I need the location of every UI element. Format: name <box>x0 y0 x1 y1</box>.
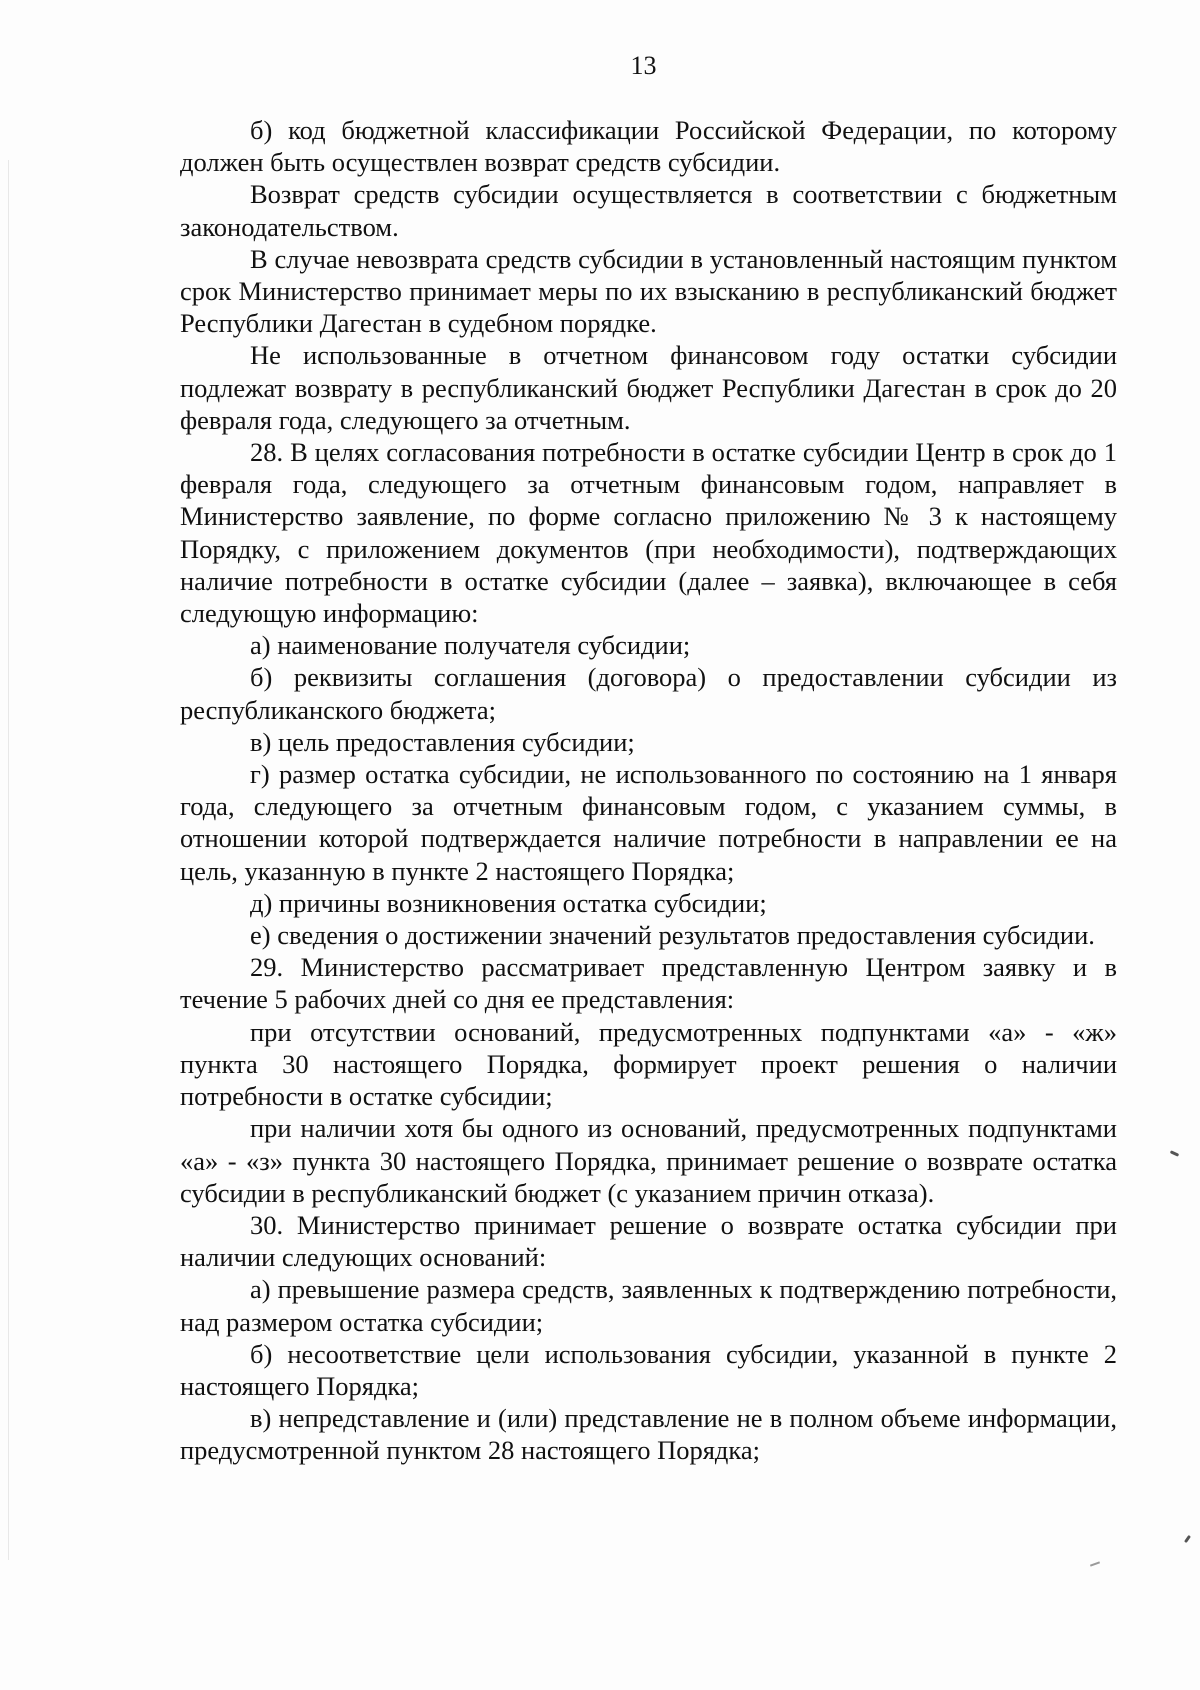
paragraph-item-29-grounds-present: при наличии хотя бы одного из оснований, предусмотренных подпунктами «а» - «з» пункта 30 настоящего Порядка, принимает решение о возврате остатка субсидии в республиканский бюджет (с указанием причин отказа). <box>180 1113 1117 1208</box>
scan-artifact-speck <box>1090 1561 1100 1566</box>
scan-artifact-mark <box>1170 1150 1179 1157</box>
subitem-28-e: е) сведения о достижении значений результатов предоставления субсидии. <box>250 920 1095 951</box>
subitem-28-v: в) цель предоставления субсидии; <box>250 726 635 757</box>
subitem-28-g: г) размер остатка субсидии, не использованного по состоянию на 1 января года, следующего за отчетным финансовым годом, с указанием суммы, в отношении которой подтверждается наличие потребности в направлении ее на цель, указанную в пункте 2 настоящего Порядка; <box>180 759 1117 886</box>
paragraph-item-29-no-grounds: при отсутствии оснований, предусмотренных подпунктами «а» - «ж» пункта 30 настоящего Порядка, формирует проект решения о наличии потребности в остатке субсидии; <box>180 1016 1117 1112</box>
subitem-28-b: б) реквизиты соглашения (договора) о предоставлении субсидии из республиканского бюджета; <box>180 662 1117 725</box>
subitem-30-v: в) непредставление и (или) представление не в полном объеме информации, предусмотренной пунктом 28 настоящего Порядка; <box>180 1403 1117 1466</box>
subitem-30-b: б) несоответствие цели использования субсидии, указанной в пункте 2 настоящего Порядка; <box>180 1338 1117 1401</box>
subitem-28-a: а) наименование получателя субсидии; <box>250 630 691 661</box>
paragraph-item-28: 28. В целях согласования потребности в остатке субсидии Центр в срок до 1 февраля года, следующего за отчетным финансовым годом, направляет в Министерство заявление, по форме согласно приложению № 3 к настоящему Порядку, с приложением документов (при необходимости), подтверждающих наличие потребности в остатке субсидии (далее – заявка), включающее в себя следующую информацию: <box>180 437 1117 629</box>
paragraph-refund-legislation: Возврат средств субсидии осуществляется в соответствии с бюджетным законодательством. <box>180 179 1117 242</box>
subitem-30-a: а) превышение размера средств, заявленных к подтверждению потребности, над размером остатка субсидии; <box>180 1274 1117 1337</box>
document-body <box>180 114 1117 1467</box>
scan-artifact-dot <box>1184 1535 1191 1543</box>
page-number: 13 <box>630 51 657 80</box>
paragraph-item-29: 29. Министерство рассматривает представленную Центром заявку и в течение 5 рабочих дней со дня ее представления: <box>180 952 1117 1015</box>
scan-edge-line <box>8 160 9 1560</box>
paragraph-item-30: 30. Министерство принимает решение о возврате остатка субсидии при наличии следующих оснований: <box>180 1209 1117 1273</box>
subitem-28-d: д) причины возникновения остатка субсидии; <box>250 887 767 918</box>
paragraph-unused-balances: Не использованные в отчетном финансовом году остатки субсидии подлежат возврату в республиканский бюджет Республики Дагестан в срок до 20 февраля года, следующего за отчетным. <box>180 340 1117 435</box>
paragraph-non-refund-recovery: В случае невозврата средств субсидии в установленный настоящим пунктом срок Министерство принимает меры по их взысканию в республиканский бюджет Республики Дагестан в судебном порядке. <box>180 243 1117 339</box>
paragraph-budget-classification-code: б) код бюджетной классификации Российской Федерации, по которому должен быть осуществлен возврат средств субсидии. <box>180 115 1117 178</box>
